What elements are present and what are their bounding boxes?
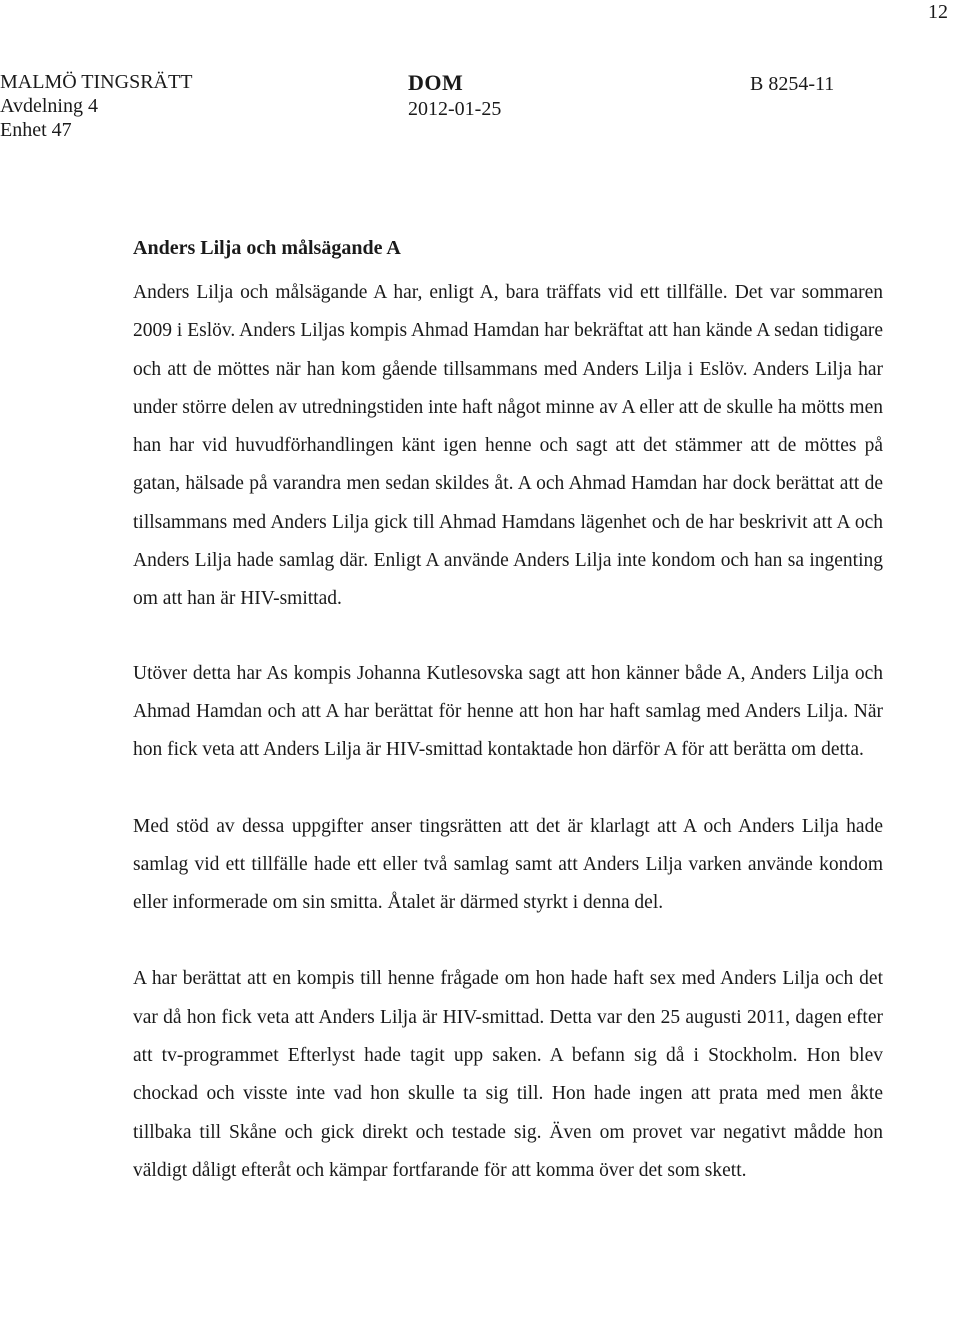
court-info xyxy=(0,70,192,142)
section-heading: Anders Lilja och målsägande A xyxy=(133,237,401,259)
paragraph-1: Anders Lilja och målsägande A har, enligt A, bara träffats vid ett tillfälle. Det var sommaren 2009 i Eslöv. Anders Liljas kompis Ahmad Hamdan har bekräftat att han kände A sedan tidigare och att de möttes när han kom gående tillsammans med Anders Lilja i Eslöv. Anders Lilja har under större delen av utredningstiden inte haft något minne av A eller att de skulle ha mötts men han har vid huvudförhandlingen känt igen henne och sagt att det stämmer att de möttes på gatan, hälsade på varandra men sedan skildes åt. A och Ahmad Hamdan har dock berättat att de tillsammans med Anders Lilja gick till Ahmad Hamdans lägenhet och de har beskrivit att A och Anders Lilja hade samlag där. Enligt A använde Anders Lilja inte kondom och han sa ingenting om att han är HIV-smittad. xyxy=(133,282,884,610)
paragraph-4: A har berättat att en kompis till henne frågade om hon hade haft sex med Anders Lilja och det var då hon fick veta att Anders Lilja är HIV-smittad. Detta var den 25 augusti 2011, dagen efter att tv-programmet Efterlyst hade tagit upp saken. A befann sig då i Stockholm. Hon blev chockad och visste inte vad hon skulle ta sig till. Hon hade ingen att prata med men åkte tillbaka till Skåne och gick direkt och testade sig. Även om provet var negativt mådde hon väldigt dåligt efteråt och kämpar fortfarande för att komma över det som skett. xyxy=(133,968,883,1181)
page-number: 12 xyxy=(928,1,948,23)
court-name: MALMÖ TINGSRÄTT xyxy=(0,71,193,93)
document-body xyxy=(133,236,883,1190)
paragraph-3: Med stöd av dessa uppgifter anser tingsrätten att det är klarlagt att A och Anders Lilja hade samlag vid ett tillfälle hade ett eller två samlag samt att Anders Lilja varken använde kondom eller informerade om sin smitta. Åtalet är därmed styrkt i denna del. xyxy=(133,815,883,914)
document-meta xyxy=(408,70,501,122)
unit: Enhet 47 xyxy=(0,119,72,141)
document-type: DOM xyxy=(408,70,464,95)
case-number: B 8254-11 xyxy=(750,73,835,95)
paragraph-2: Utöver detta har As kompis Johanna Kutlesovska sagt att hon känner både A, Anders Lilja och Ahmad Hamdan och att A har berättat för henne att hon har haft samlag med Anders Lilja. När hon fick veta att Anders Lilja är HIV-smittad kontaktade hon därför A för att berätta om detta. xyxy=(133,662,883,761)
document-date: 2012-01-25 xyxy=(408,98,502,120)
division: Avdelning 4 xyxy=(0,95,98,117)
